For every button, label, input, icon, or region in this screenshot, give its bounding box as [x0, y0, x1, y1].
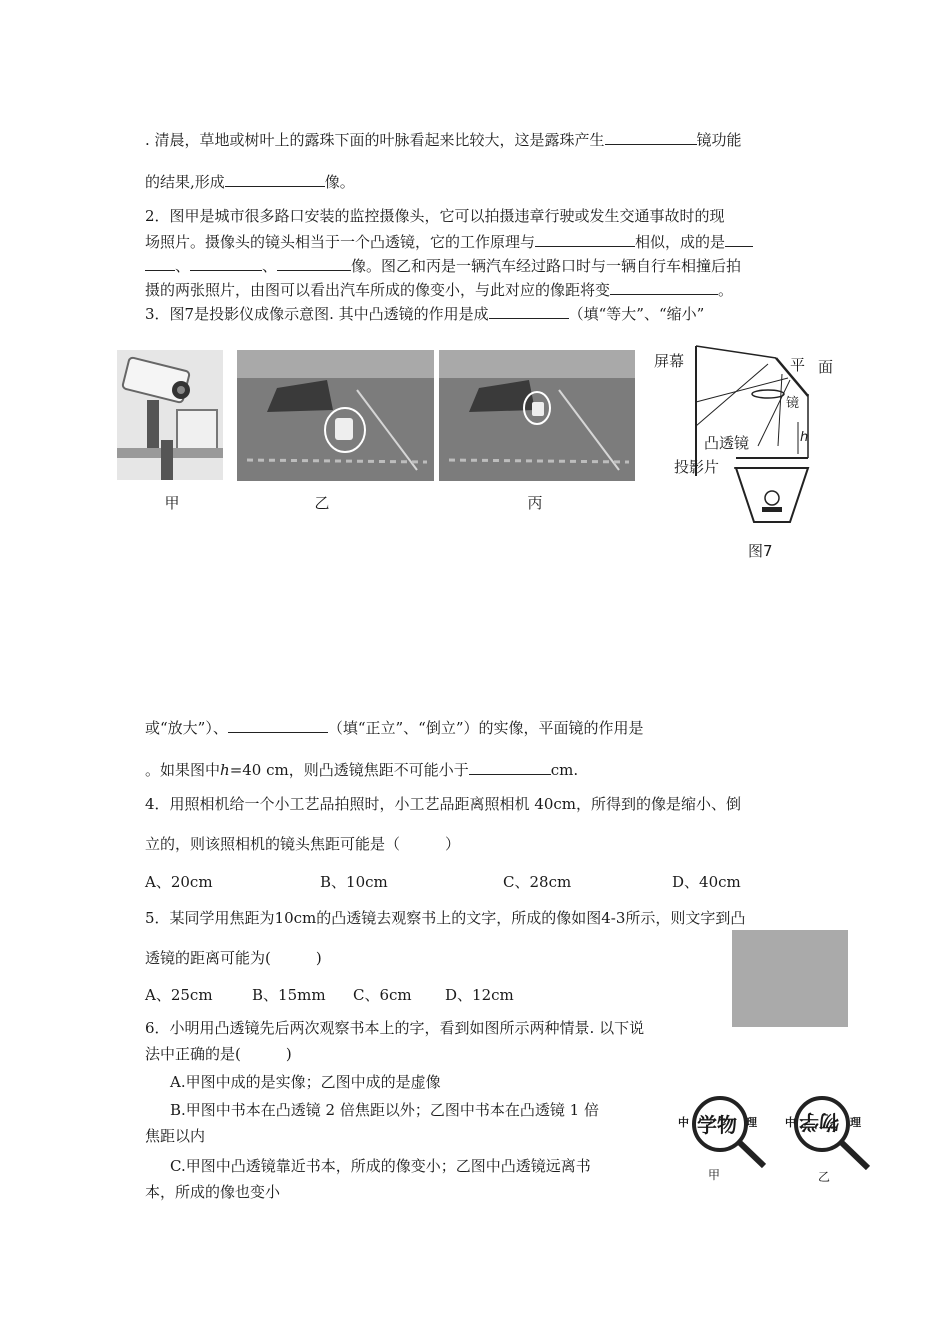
- magnifier-jia-right: 理: [746, 1116, 757, 1129]
- fig7-slide-label: 投影片: [674, 458, 720, 476]
- road-illustration-bing: [439, 350, 635, 481]
- q2-line3: [145, 254, 741, 276]
- fig7-mirror-label-1: 平: [790, 356, 806, 374]
- q1-text-c: 的结果,形成: [145, 173, 225, 191]
- q4-option-b[interactable]: B、10cm: [320, 873, 388, 891]
- q3-blank-1[interactable]: [489, 302, 569, 319]
- q3-text-l3a: 。如果图中: [145, 761, 221, 779]
- camera-illustration: [117, 350, 223, 480]
- q1-blank-1[interactable]: [605, 128, 697, 145]
- q2-blank-4[interactable]: [277, 254, 351, 271]
- q3-text-l1b: （填“等大”、“缩小”: [568, 305, 705, 323]
- q3-blank-3[interactable]: [469, 758, 551, 775]
- q2-text-l3b: 、: [262, 257, 278, 275]
- q3-line1: [145, 302, 704, 324]
- label-jia: 甲: [164, 494, 180, 512]
- q6-option-b1[interactable]: B.甲图中书本在凸透镜 2 倍焦距以外；乙图中书本在凸透镜 1 倍: [170, 1101, 599, 1119]
- camera-photo: [117, 350, 223, 480]
- q1-line1: [145, 128, 742, 150]
- q2-text-l2a: 场照片。摄像头的镜头相当于一个凸透镜，它的工作原理与: [145, 233, 536, 251]
- q2-blank-1[interactable]: [535, 230, 635, 247]
- magnifier-jia-text: 学物: [697, 1113, 737, 1137]
- q5-option-c[interactable]: C、6cm: [353, 986, 412, 1004]
- fig7-screen-label: 屏幕: [654, 352, 685, 370]
- q1-line2: [145, 170, 355, 192]
- q3-line3: [145, 758, 578, 780]
- magnifier-jia-left: 中: [678, 1116, 689, 1129]
- magnifier-jia-label: 甲: [708, 1168, 721, 1182]
- fig7-caption: 图7: [748, 542, 773, 560]
- q1-text-d: 像。: [324, 173, 355, 191]
- q6-option-a[interactable]: A.甲图中成的是实像；乙图中成的是虚像: [170, 1073, 441, 1091]
- magnifier-yi-label: 乙: [818, 1170, 831, 1184]
- fig7-mirror-label-2: 面: [818, 358, 834, 376]
- road-photo-bing: [439, 350, 635, 481]
- q2-text-l3a: 、: [175, 257, 191, 275]
- q3-text-l3b: =40 cm，则凸透镜焦距不可能小于: [229, 761, 469, 779]
- q5-option-a[interactable]: A、25cm: [145, 986, 213, 1004]
- q5-option-b[interactable]: B、15mm: [252, 986, 326, 1004]
- fig7-h-label: h: [800, 430, 809, 445]
- q3-blank-2[interactable]: [228, 716, 328, 733]
- q6-line1: 6．小明用凸透镜先后两次观察书本上的字，看到如图所示两种情景. 以下说: [145, 1019, 645, 1037]
- q3-text-l3c: cm.: [550, 761, 579, 779]
- q4-option-d[interactable]: D、40cm: [672, 873, 741, 891]
- road-photo-yi: [237, 350, 434, 481]
- q2-blank-5[interactable]: [610, 278, 718, 295]
- q2-line1: 2．图甲是城市很多路口安装的监控摄像头，它可以拍摄违章行驶或发生交通事故时的现: [145, 207, 725, 225]
- q2-blank-2b[interactable]: [145, 254, 175, 271]
- q1-text-b: 镜功能: [696, 131, 742, 149]
- q6-line2: 法中正确的是( ): [145, 1045, 292, 1063]
- q2-text-l4b: 。: [718, 281, 734, 299]
- fig7-lens-label: 凸透镜: [704, 434, 750, 452]
- magnifier-yi-left: 中: [785, 1116, 796, 1129]
- q2-line4: [145, 278, 733, 300]
- q2-blank-2a[interactable]: [725, 230, 753, 247]
- road-illustration-yi: [237, 350, 434, 481]
- q2-blank-3[interactable]: [190, 254, 262, 271]
- q4-option-a[interactable]: A、20cm: [145, 873, 213, 891]
- q3-text-l2b: （填“正立”、“倒立”）的实像，平面镜的作用是: [327, 719, 644, 737]
- label-bing: 丙: [527, 494, 543, 512]
- q2-text-l3c: 像。图乙和丙是一辆汽车经过路口时与一辆自行车相撞后拍: [351, 257, 742, 275]
- magnifier-yi-right: 理: [850, 1116, 861, 1129]
- q6-option-c2: 本，所成的像也变小: [145, 1183, 281, 1201]
- q2-text-l4a: 摄的两张照片，由图可以看出汽车所成的像变小，与此对应的像距将变: [145, 281, 611, 299]
- q5-option-d[interactable]: D、12cm: [445, 986, 514, 1004]
- q2-line2: [145, 230, 753, 252]
- magnifier-yi-text: 物学: [799, 1110, 839, 1134]
- q3-text-l2a: 或“放大”）、: [145, 719, 228, 737]
- q3-h-var: h: [220, 761, 230, 779]
- figure-4-3-gray-box: [732, 930, 848, 1027]
- q1-text-a: . 清晨，草地或树叶上的露珠下面的叶脉看起来比较大，这是露珠产生: [145, 131, 605, 149]
- label-yi: 乙: [314, 494, 330, 512]
- q4-option-c[interactable]: C、28cm: [503, 873, 572, 891]
- fig7-mirror-label-3: 镜: [786, 396, 800, 411]
- q6-option-c1[interactable]: C.甲图中凸透镜靠近书本，所成的像变小；乙图中凸透镜远离书: [170, 1157, 591, 1175]
- q4-line1: 4．用照相机给一个小工艺品拍照时，小工艺品距离照相机 40cm，所得到的像是缩小、倒: [145, 795, 742, 813]
- q1-blank-2[interactable]: [225, 170, 325, 187]
- q3-line2: [145, 716, 644, 738]
- q5-line2: 透镜的距离可能为( ): [145, 949, 322, 967]
- q6-option-b2: 焦距以内: [145, 1127, 206, 1145]
- q5-line1: 5．某同学用焦距为10cm的凸透镜去观察书上的文字，所成的像如图4-3所示，则文字到凸: [145, 909, 746, 927]
- q4-line2: 立的，则该照相机的镜头焦距可能是（ ）: [145, 835, 461, 853]
- q2-text-l2b: 相似，成的是: [635, 233, 726, 251]
- q3-text-l1a: 3．图7是投影仪成像示意图. 其中凸透镜的作用是成: [145, 305, 489, 323]
